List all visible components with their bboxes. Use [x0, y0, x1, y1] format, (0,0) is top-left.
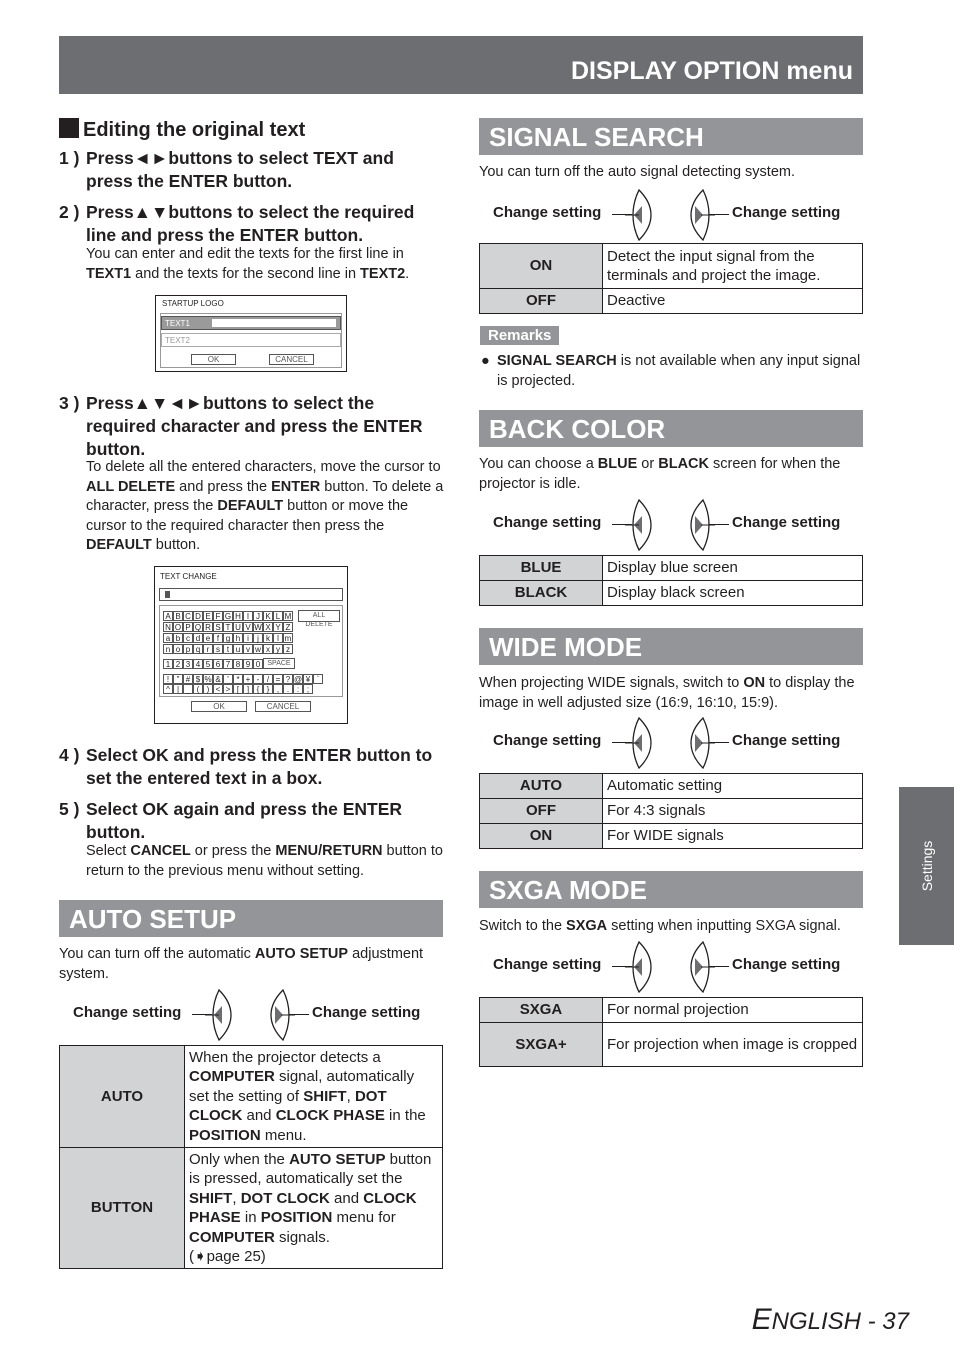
- character-key[interactable]: ^: [163, 684, 173, 694]
- change-setting-label: Change setting: [73, 1004, 182, 1021]
- change-setting-label: Change setting: [493, 732, 602, 749]
- character-key[interactable]: 1: [163, 659, 173, 669]
- character-key[interactable]: E: [203, 611, 213, 621]
- character-key[interactable]: ): [203, 684, 213, 694]
- change-setting-label: Change setting: [493, 956, 602, 973]
- auto-setup-title: AUTO SETUP: [59, 900, 443, 937]
- left-button-icon: [205, 984, 239, 1051]
- character-key[interactable]: q: [193, 644, 203, 654]
- character-key[interactable]: `: [313, 674, 323, 684]
- table-row: SXGA For normal projection: [480, 998, 863, 1023]
- character-key[interactable]: D: [193, 611, 203, 621]
- character-key[interactable]: i: [243, 633, 253, 643]
- step-2: 2 ) Press▲▼buttons to select the required line and press the ENTER button.: [59, 202, 415, 245]
- character-key[interactable]: a: [163, 633, 173, 643]
- character-key[interactable]: 3: [183, 659, 193, 669]
- back-color-table: [479, 555, 863, 606]
- character-row: [163, 684, 313, 694]
- table-row: SXGA+ For projection when image is cropped: [480, 1023, 863, 1067]
- sxga-mode-desc: Switch to the SXGA setting when inputting SXGA signal.: [479, 918, 841, 934]
- signal-search-change-setting: [479, 190, 863, 240]
- character-key[interactable]: k: [263, 633, 273, 643]
- square-bullet-icon: [59, 118, 79, 138]
- character-key[interactable]: f: [213, 633, 223, 643]
- change-setting-label: Change setting: [493, 514, 602, 531]
- character-key[interactable]: z: [283, 644, 293, 654]
- character-key[interactable]: M: [284, 612, 292, 621]
- character-key[interactable]: p: [183, 644, 193, 654]
- character-key[interactable]: X: [263, 622, 273, 632]
- change-setting-label: Change setting: [312, 1004, 421, 1021]
- sxga-mode-change-setting: [479, 942, 863, 992]
- character-row: [163, 622, 293, 632]
- table-row: BLACK Display black screen: [480, 581, 863, 606]
- character-key[interactable]: b: [173, 633, 183, 643]
- sxga-mode-title: SXGA MODE: [479, 871, 863, 908]
- character-key[interactable]: $: [193, 674, 203, 684]
- character-key[interactable]: v: [243, 644, 253, 654]
- left-button-icon: [625, 936, 659, 1003]
- character-key[interactable]: Q: [194, 623, 202, 632]
- character-key[interactable]: S: [213, 622, 223, 632]
- change-setting-label: Change setting: [732, 514, 841, 531]
- signal-search-table: [479, 243, 863, 314]
- table-row: BUTTON Only when the AUTO SETUP button is pressed, automatically set the SHIFT, DOT CLOCK and CLOCK PHASE in POSITION menu for COMPUTER signals. (➧page 25): [60, 1148, 443, 1269]
- step-2-body: You can enter and edit the texts for the first line in TEXT1 and the texts for the second line in TEXT2.: [86, 246, 410, 282]
- character-key[interactable]: J: [253, 611, 263, 621]
- character-key[interactable]: I: [243, 611, 253, 621]
- character-key[interactable]: :: [293, 684, 303, 694]
- character-key[interactable]: ]: [243, 684, 253, 694]
- signal-search-desc: You can turn off the auto signal detecting system.: [479, 164, 795, 180]
- change-setting-label: Change setting: [732, 956, 841, 973]
- character-key[interactable]: x: [263, 644, 273, 654]
- character-key[interactable]: h: [233, 633, 243, 643]
- change-setting-label: Change setting: [493, 204, 602, 221]
- left-button-icon: [625, 184, 659, 251]
- character-key[interactable]: (: [193, 684, 203, 694]
- character-key[interactable]: 2: [173, 659, 183, 669]
- character-key[interactable]: Z: [283, 622, 293, 632]
- character-key[interactable]: 9: [243, 659, 253, 669]
- character-row: [163, 611, 293, 621]
- character-key[interactable]: ,: [273, 684, 283, 694]
- character-key[interactable]: H: [233, 611, 243, 621]
- character-key[interactable]: 5: [203, 659, 213, 669]
- wide-mode-desc: When projecting WIDE signals, switch to ON to display the image in well adjusted size (16:9, 16:10, 15:9).: [479, 675, 855, 711]
- table-row: ON Detect the input signal from the terminals and project the image.: [480, 244, 863, 289]
- character-key[interactable]: *: [233, 674, 243, 684]
- character-key[interactable]: ¥: [303, 674, 313, 684]
- character-key[interactable]: A: [163, 611, 173, 621]
- character-key[interactable]: w: [253, 644, 263, 654]
- character-key[interactable]: {: [253, 684, 263, 694]
- character-key[interactable]: <: [213, 684, 223, 694]
- character-key[interactable]: T: [223, 622, 233, 632]
- character-key[interactable]: B: [173, 611, 183, 621]
- editing-heading: Editing the original text: [59, 118, 305, 142]
- cancel-button[interactable]: CANCEL: [269, 354, 314, 365]
- header-bar: [59, 36, 863, 94]
- character-key[interactable]: y: [273, 644, 283, 654]
- character-key[interactable]: #: [183, 674, 193, 684]
- character-key[interactable]: F: [213, 611, 223, 621]
- bullet-icon: ●: [481, 353, 490, 369]
- step-3-body: To delete all the entered characters, move the cursor to ALL DELETE and press the ENTER button. To delete a character, press the DEFAULT button or move the cursor to the required character then press the DEFAULT button.: [86, 459, 444, 553]
- character-key[interactable]: l: [273, 633, 283, 643]
- cancel-button[interactable]: CANCEL: [255, 701, 311, 712]
- character-key[interactable]: 8: [233, 659, 243, 669]
- osd-title: STARTUP LOGO: [162, 299, 224, 308]
- space-button[interactable]: SPACE: [263, 658, 295, 669]
- step-3: 3 ) Press▲▼◄►buttons to select the required character and press the ENTER button.: [59, 393, 423, 459]
- character-key[interactable]: L: [273, 611, 283, 621]
- character-key[interactable]: j: [253, 633, 263, 643]
- character-key[interactable]: g: [223, 633, 233, 643]
- auto-setup-change-setting: [59, 990, 443, 1040]
- back-color-desc: You can choose a BLUE or BLACK screen for when the projector is idle.: [479, 456, 841, 492]
- character-key[interactable]: !: [163, 674, 173, 684]
- character-key[interactable]: >: [223, 684, 233, 694]
- side-tab-label: Settings: [918, 840, 935, 892]
- character-key[interactable]: U: [233, 622, 243, 632]
- page-title: DISPLAY OPTION menu: [570, 57, 853, 85]
- character-key[interactable]: |: [173, 684, 183, 694]
- back-color-title: BACK COLOR: [479, 410, 863, 447]
- wide-mode-title: WIDE MODE: [479, 628, 863, 665]
- character-key[interactable]: c: [183, 633, 193, 643]
- character-key[interactable]: 7: [223, 659, 233, 669]
- character-key[interactable]: &: [213, 674, 223, 684]
- step-5-body: Select CANCEL or press the MENU/RETURN button to return to the previous menu without setting.: [86, 843, 443, 879]
- right-button-icon: [263, 984, 297, 1051]
- auto-setup-table: [59, 1045, 443, 1269]
- change-setting-label: Change setting: [732, 204, 841, 221]
- startup-logo-screen: [155, 295, 347, 372]
- character-key[interactable]: -: [253, 674, 263, 684]
- character-key[interactable]: e: [203, 633, 213, 643]
- auto-setup-desc: You can turn off the automatic AUTO SETUP adjustment system.: [59, 946, 424, 982]
- ok-button[interactable]: OK: [191, 701, 247, 712]
- character-key[interactable]: +: [243, 674, 253, 684]
- character-key[interactable]: K: [263, 611, 273, 621]
- character-key[interactable]: .: [283, 684, 293, 694]
- character-row: [163, 633, 293, 643]
- character-key[interactable]: ": [173, 674, 183, 684]
- wide-mode-change-setting: [479, 718, 863, 768]
- character-key[interactable]: Y: [273, 622, 283, 632]
- character-key[interactable]: C: [183, 611, 193, 621]
- character-key[interactable]: t: [223, 644, 233, 654]
- character-key[interactable]: V: [243, 622, 253, 632]
- character-key[interactable]: @: [294, 675, 303, 684]
- table-row: ON For WIDE signals: [480, 824, 863, 849]
- character-row: [163, 644, 293, 654]
- character-key[interactable]: [: [233, 684, 243, 694]
- right-button-icon: [683, 184, 717, 251]
- character-key[interactable]: s: [213, 644, 223, 654]
- signal-search-title: SIGNAL SEARCH: [479, 118, 863, 155]
- character-key[interactable]: P: [183, 622, 193, 632]
- text1-field[interactable]: TEXT1: [161, 316, 341, 330]
- table-row: BLUE Display blue screen: [480, 556, 863, 581]
- text-change-screen: [154, 566, 348, 724]
- wide-mode-table: [479, 773, 863, 849]
- character-key[interactable]: o: [173, 644, 183, 654]
- character-key[interactable]: G: [224, 612, 232, 621]
- character-key[interactable]: O: [174, 623, 182, 632]
- character-key[interactable]: d: [193, 633, 203, 643]
- character-key[interactable]: ;: [303, 684, 313, 694]
- character-key[interactable]: W: [254, 623, 262, 632]
- right-button-icon: [683, 936, 717, 1003]
- character-key[interactable]: %: [204, 675, 212, 684]
- character-key[interactable]: r: [203, 644, 213, 654]
- signal-search-remark: ● SIGNAL SEARCH is not available when any input signal is projected.: [481, 353, 861, 389]
- table-row: OFF For 4:3 signals: [480, 799, 863, 824]
- step-5: 5 ) Select OK again and press the ENTER button.: [59, 799, 403, 842]
- page-number: ENGLISH - 37: [751, 1303, 909, 1336]
- sxga-mode-table: [479, 997, 863, 1067]
- step-1: 1 ) Press◄►buttons to select TEXT and press the ENTER button.: [59, 148, 394, 191]
- remarks-label: Remarks: [480, 326, 559, 345]
- character-key[interactable]: _: [183, 684, 193, 694]
- table-row: AUTO When the projector detects a COMPUTER signal, automatically set the setting of SHIFT, DOT CLOCK and CLOCK PHASE in the POSITION menu.: [60, 1046, 443, 1148]
- character-key[interactable]: n: [163, 644, 173, 654]
- text-entry-field[interactable]: [159, 588, 343, 601]
- character-key[interactable]: 0: [253, 659, 263, 669]
- character-key[interactable]: m: [284, 634, 292, 643]
- character-row: [163, 674, 323, 684]
- character-row: [163, 659, 263, 669]
- character-key[interactable]: ?: [283, 674, 293, 684]
- character-key[interactable]: 4: [193, 659, 203, 669]
- character-key[interactable]: ': [223, 674, 233, 684]
- character-key[interactable]: R: [203, 622, 213, 632]
- character-key[interactable]: 6: [213, 659, 223, 669]
- left-button-icon: [625, 712, 659, 779]
- left-button-icon: [625, 494, 659, 561]
- text2-field[interactable]: TEXT2: [161, 333, 341, 347]
- ok-button[interactable]: OK: [191, 354, 236, 365]
- osd-title: TEXT CHANGE: [160, 572, 217, 581]
- all-delete-button[interactable]: ALL DELETE: [298, 610, 340, 622]
- character-key[interactable]: u: [233, 644, 243, 654]
- right-button-icon: [683, 712, 717, 779]
- right-button-icon: [683, 494, 717, 561]
- settings-side-tab: [899, 787, 954, 945]
- arrow-right-icon: ➧: [194, 1248, 207, 1265]
- table-row: AUTO Automatic setting: [480, 774, 863, 799]
- character-key[interactable]: /: [263, 674, 273, 684]
- back-color-change-setting: [479, 500, 863, 550]
- step-4: 4 ) Select OK and press the ENTER button to set the entered text in a box.: [59, 745, 433, 788]
- character-key[interactable]: =: [273, 674, 283, 684]
- change-setting-label: Change setting: [732, 732, 841, 749]
- character-key[interactable]: }: [263, 684, 273, 694]
- table-row: OFF Deactive: [480, 289, 863, 314]
- character-key[interactable]: N: [163, 622, 173, 632]
